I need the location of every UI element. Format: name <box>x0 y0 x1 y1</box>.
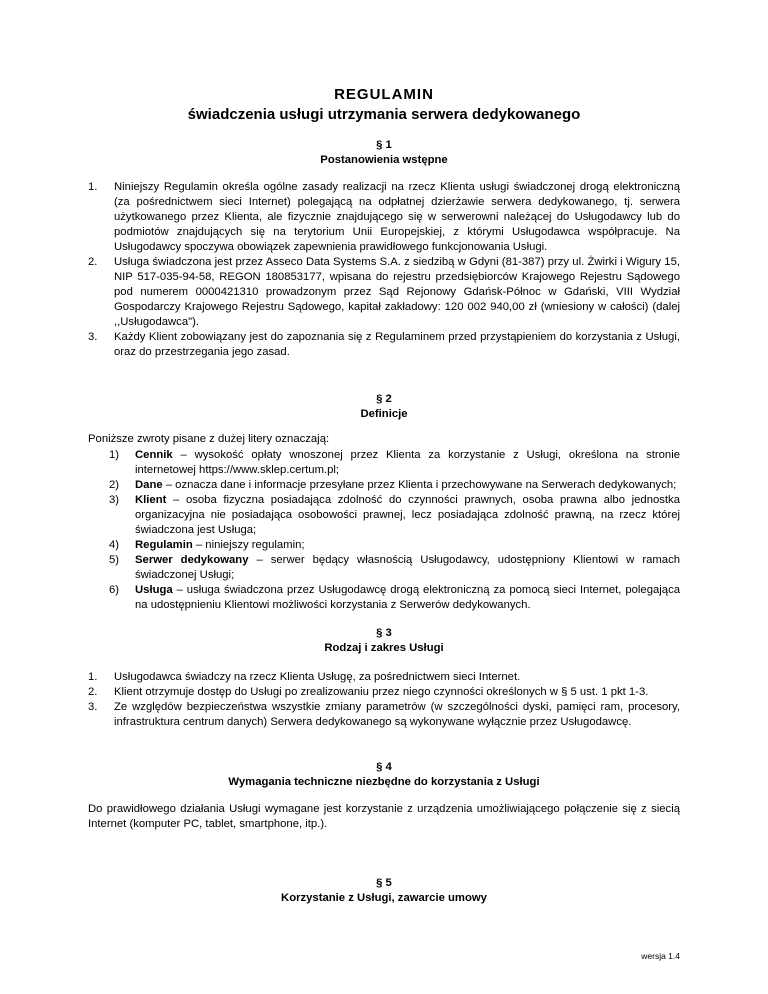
list-item-text: Klient otrzymuje dostęp do Usługi po zrealizowaniu przez niego czynności określonych w § 5 ust. 1 pkt 1-3. <box>114 686 649 698</box>
section-title: Korzystanie z Usługi, zawarcie umowy <box>281 892 487 904</box>
list-item-text: Niniejszy Regulamin określa ogólne zasady realizacji na rzecz Klienta usługi świadczonej drogą elektroniczną (za pośrednictwem sieci Internet) polegającą na odpłatnej dzierżawie serwera dedykowanego, tj. serwera użytkowanego przez Klienta, ale fizycznie znajdującego się w serwerowni należącej do Usługodawcy lub do podmiotów znajdujących się na terytorium Unii Europejskiej, z którymi Usługodawca współpracuje. Na Usługodawcy spoczywa obowiązek zapewnienia prawidłowego funkcjonowania Usługi. <box>114 181 680 253</box>
section-title: Definicje <box>360 408 408 420</box>
definition-term: Dane <box>135 479 163 491</box>
definition-term: Cennik <box>135 449 173 461</box>
version-label: wersja 1.4 <box>641 951 680 961</box>
list-marker: 2. <box>88 686 98 698</box>
list-marker: 3. <box>88 701 98 713</box>
section-number: § 5 <box>376 877 392 889</box>
definition-term: Usługa <box>135 584 173 596</box>
definition-term: Klient <box>135 494 167 506</box>
definition-item <box>109 448 680 478</box>
definition-text: – niniejszy regulamin; <box>192 539 305 551</box>
list-marker: 1. <box>88 671 98 683</box>
definition-item <box>109 493 680 538</box>
list-item-text: Usługodawca świadczy na rzecz Klienta Usługę, za pośrednictwem sieci Internet. <box>114 671 521 683</box>
list-item-text: Każdy Klient zobowiązany jest do zapoznania się z Regulaminem przed przystąpieniem do korzystania z Usługi, oraz do przestrzegania jego zasad. <box>114 331 680 358</box>
list-item-text: Ze względów bezpieczeństwa wszystkie zmiany parametrów (w szczególności dyski, pamięci ram, procesory, infrastruktura centrum danych) Serwera dedykowanego są wykonywane wyłącznie przez Usługodawcę. <box>114 701 680 728</box>
section-2-definitions <box>109 448 681 613</box>
section-4-paragraph: Do prawidłowego działania Usługi wymagane jest korzystanie z urządzenia umożliwiającego połączenie się z siecią Internet (komputer PC, tablet, smartphone, itp.). <box>88 803 680 830</box>
definition-text: – usługa świadczona przez Usługodawcę drogą elektroniczną za pomocą sieci Internet, polegająca na udostępnieniu Klientowi możliwości korzystania z Serwerów dedykowanych. <box>135 584 680 611</box>
list-item <box>88 330 680 360</box>
section-number: § 2 <box>376 393 392 405</box>
section-1-list <box>88 180 680 360</box>
definition-item <box>109 478 680 493</box>
section-number: § 3 <box>376 627 392 639</box>
section-number: § 1 <box>376 139 392 151</box>
document-subtitle: świadczenia usługi utrzymania serwera dedykowanego <box>187 106 581 123</box>
list-item <box>88 670 680 685</box>
section-3-list <box>88 670 680 730</box>
definition-item <box>109 538 680 553</box>
definition-text: – osoba fizyczna posiadająca zdolność do czynności prawnych, osoba prawna albo jednostka organizacyjna nie posiadająca osobowości prawnej, lecz posiadająca zdolność prawną, na rzecz której świadczona jest Usługa; <box>135 494 680 536</box>
definition-text: – oznacza dane i informacje przesyłane przez Klienta i przechowywane na Serwerach dedykowanych; <box>162 479 677 491</box>
list-item <box>88 180 680 255</box>
list-marker: 2. <box>88 256 98 268</box>
list-item <box>88 255 680 330</box>
list-marker: 1) <box>109 449 120 461</box>
list-marker: 3) <box>109 494 120 506</box>
list-marker: 5) <box>109 554 120 566</box>
section-number: § 4 <box>376 761 392 773</box>
document-title: REGULAMIN <box>334 86 434 103</box>
section-title: Postanowienia wstępne <box>320 154 448 166</box>
section-2-heading <box>88 392 680 422</box>
list-item-text: Usługa świadczona jest przez Asseco Data Systems S.A. z siedzibą w Gdyni (81-387) przy ul. Żwirki i Wigury 15, NIP 517-035-94-58, REGON 180853177, wpisana do rejestru przedsiębiorców Krajowego Rejestru Sądowego pod numerem 0000421310 prowadzonym przez Sąd Rejonowy Gdańsk-Północ w Gdański, VIII Wydział Gospodarczy Krajowego Rejestru Sądowego, kapitał zakładowy: 120 002 940,00 zł (wniesiony w całości) (dalej ,,Usługodawca"). <box>114 256 680 328</box>
list-marker: 6) <box>109 584 120 596</box>
section-title: Wymagania techniczne niezbędne do korzystania z Usługi <box>228 776 540 788</box>
definition-term: Regulamin <box>135 539 193 551</box>
definition-item <box>109 583 680 613</box>
list-item <box>88 700 680 730</box>
list-marker: 1. <box>88 181 98 193</box>
section-2-intro: Poniższe zwroty pisane z dużej litery oznaczają: <box>88 433 330 445</box>
definition-text: – wysokość opłaty wnoszonej przez Klienta za korzystanie z Usługi, określona na stronie internetowej https://www.sklep.certum.pl; <box>135 449 680 476</box>
list-marker: 2) <box>109 479 120 491</box>
section-title: Rodzaj i zakres Usługi <box>324 642 444 654</box>
definition-text: – serwer będący własnością Usługodawcy, udostępniony Klientowi w ramach świadczonej Usługi; <box>135 554 681 581</box>
section-1-heading <box>88 138 680 168</box>
section-5-heading <box>88 876 680 906</box>
definition-term: Serwer dedykowany <box>135 554 249 566</box>
definition-item <box>109 553 681 583</box>
list-marker: 3. <box>88 331 98 343</box>
list-marker: 4) <box>109 539 120 551</box>
section-4-heading <box>88 760 680 790</box>
section-3-heading <box>88 626 680 656</box>
list-item <box>88 685 680 700</box>
